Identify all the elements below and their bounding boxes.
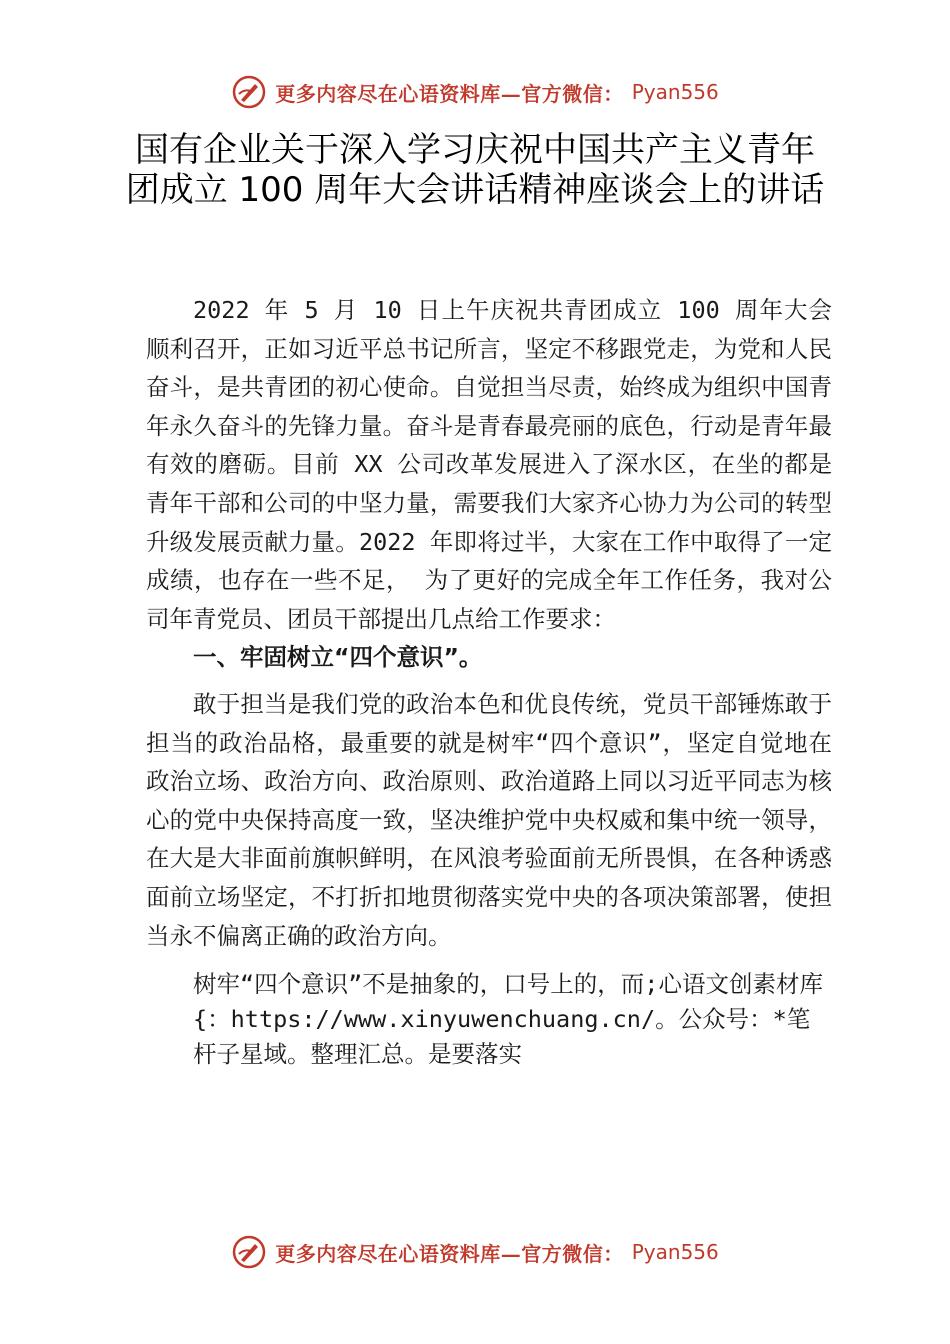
intro-paragraph: 2022 年 5 月 10 日上午庆祝共青团成立 100 周年大会顺利召开，正如习近平总书记所言，坚定不移跟党走，为党和人民奋斗，是共青团的初心使命。自觉担当尽责，始终成为组织中国青年永久奋斗的先锋力量。奋斗是青春最亮丽的底色，行动是青年最有效的磨砺。目前 XX 公司改革发展进入了深水区，在坐的都是青年干部和公司的中坚力量，需要我们大家齐心协力为公司的转型升级发展贡献力量。2022 年即将过半，大家在工作中取得了一定成绩，也存在一些不足， 为了更好的完成全年工作任务，我对公司年青党员、团员干部提出几点给工作要求： [146, 296, 832, 633]
banner-text: 更多内容尽在心语资料库—官方微信： [275, 1241, 624, 1266]
section-heading-1: 一、牢固树立“四个意识”。 [193, 643, 483, 672]
paragraph-1: 敢于担当是我们党的政治本色和优良传统，党员干部锤炼敢于担当的政治品格，最重要的就是树牢“四个意识”，坚定自觉地在政治立场、政治方向、政治原则、政治道路上同以习近平同志为核心的党中央保持高度一致，坚决维护党中央权威和集中统一领导，在大是大非面前旗帜鲜明，在风浪考验面前无所畏惧，在各种诱惑面前立场坚定，不打折扣地贯彻落实党中央的各项决策部署，使担当永不偏离正确的政治方向。 [146, 689, 832, 950]
paragraph-2: 树牢“四个意识”不是抽象的，口号上的，而;心语文创素材库{：https://www.xinyuwenchuang.cn/。公众号：*笔杆子星域。整理汇总。是要落实 [193, 970, 823, 1069]
footer-banner [0, 1234, 950, 1270]
document-body [146, 291, 832, 1072]
banner-wechat-id: Pyan556 [631, 1240, 719, 1264]
pen-logo-icon [231, 74, 267, 110]
pen-logo-icon [231, 1234, 267, 1270]
banner-wechat-id: Pyan556 [631, 80, 719, 104]
document-title: 国有企业关于深入学习庆祝中国共产主义青年团成立 100 周年大会讲话精神座谈会上的讲话 [125, 130, 825, 210]
banner-text: 更多内容尽在心语资料库—官方微信： [275, 81, 624, 106]
header-banner [0, 74, 950, 110]
